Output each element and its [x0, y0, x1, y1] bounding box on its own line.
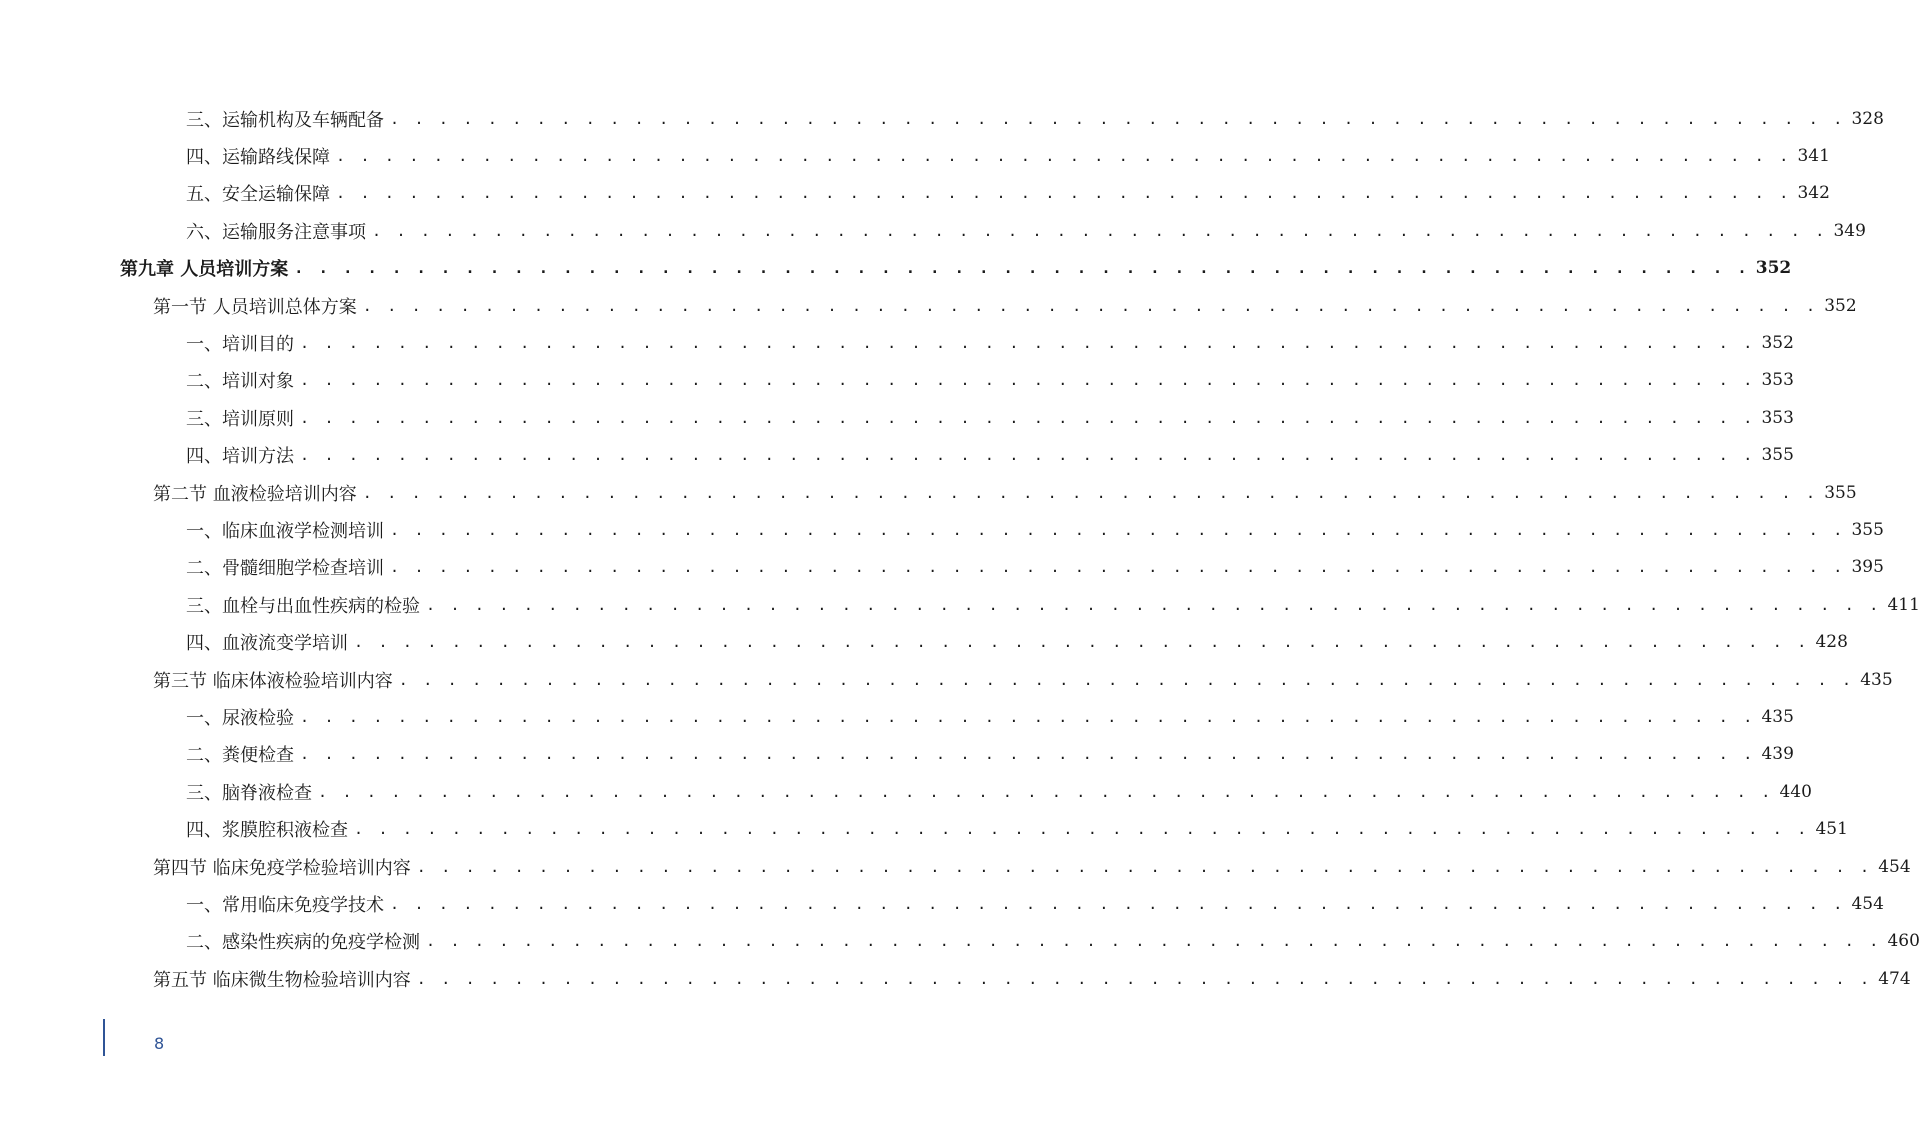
toc-entry-title: 一、培训目的 — [186, 334, 294, 356]
toc-entry-page: 353 — [1761, 370, 1794, 391]
toc-entry-title: 四、血液流变学培训 — [186, 633, 348, 655]
toc-entry-item[interactable] — [0, 324, 1794, 361]
toc-entry-section[interactable] — [0, 848, 1911, 885]
toc-entry-page: 460 — [1887, 931, 1920, 952]
toc-entry-page: 428 — [1815, 632, 1848, 653]
toc-entry-title: 第三节 临床体液检验培训内容 — [153, 670, 393, 692]
toc-entry-title: 四、培训方法 — [186, 446, 294, 468]
dot-leader: . . . . . . . . . . . . . . . . . . . . . . . . . . . . . . . . . . . . . . . . . . . . . . . . . . . . . . . . . . . . — [362, 296, 1819, 315]
toc-entry-page: 342 — [1797, 183, 1830, 204]
dot-leader: . . . . . . . . . . . . . . . . . . . . . . . . . . . . . . . . . . . . . . . . . . . . . . . . . . . . . . . . . . . . — [336, 147, 1792, 166]
dot-leader: . . . . . . . . . . . . . . . . . . . . . . . . . . . . . . . . . . . . . . . . . . . . . . . . . . . . . . . . . . . . — [300, 371, 1756, 390]
toc-entry-title: 第二节 血液检验培训内容 — [153, 483, 357, 505]
toc-entry-title: 三、运输机构及车辆配备 — [186, 109, 384, 131]
toc-entry-item[interactable] — [0, 885, 1884, 922]
toc-entry-page: 435 — [1761, 706, 1794, 727]
dot-leader: . . . . . . . . . . . . . . . . . . . . . . . . . . . . . . . . . . . . . . . . . . . . . . . . . . . . . . . . . . . . — [294, 259, 1750, 278]
toc-entry-title: 第九章 人员培训方案 — [120, 259, 289, 281]
toc-entry-item[interactable] — [0, 399, 1794, 436]
toc-entry-item[interactable] — [0, 511, 1884, 548]
toc-entry-page: 352 — [1755, 258, 1792, 279]
toc-entry-page: 395 — [1851, 557, 1884, 578]
footer-rule — [103, 1019, 105, 1056]
dot-leader: . . . . . . . . . . . . . . . . . . . . . . . . . . . . . . . . . . . . . . . . . . . . . . . . . . . . . . . . . . . . — [336, 184, 1792, 203]
dot-leader: . . . . . . . . . . . . . . . . . . . . . . . . . . . . . . . . . . . . . . . . . . . . . . . . . . . . . . . . . . . . — [300, 408, 1756, 427]
toc-entry-page: 435 — [1860, 669, 1893, 690]
toc-entry-page: 352 — [1824, 295, 1857, 316]
toc-entry-page: 352 — [1761, 333, 1794, 354]
dot-leader: . . . . . . . . . . . . . . . . . . . . . . . . . . . . . . . . . . . . . . . . . . . . . . . . . . . . . . . . . . . . — [390, 894, 1846, 913]
dot-leader: . . . . . . . . . . . . . . . . . . . . . . . . . . . . . . . . . . . . . . . . . . . . . . . . . . . . . . . . . . . . — [390, 558, 1846, 577]
toc-entry-title: 三、培训原则 — [186, 408, 294, 430]
toc-entry-page: 474 — [1878, 968, 1911, 989]
toc-entry-title: 二、感染性疾病的免疫学检测 — [186, 932, 420, 954]
toc-entry-title: 第四节 临床免疫学检验培训内容 — [153, 857, 411, 879]
dot-leader: . . . . . . . . . . . . . . . . . . . . . . . . . . . . . . . . . . . . . . . . . . . . . . . . . . . . . . . . . . . . — [416, 969, 1873, 988]
toc-entry-title: 第一节 人员培训总体方案 — [153, 296, 357, 318]
toc-entry-section[interactable] — [0, 287, 1857, 324]
toc-entry-section[interactable] — [0, 474, 1857, 511]
toc-entry-item[interactable] — [0, 586, 1920, 623]
toc-entry-page: 341 — [1797, 146, 1830, 167]
toc-entry-page: 440 — [1779, 781, 1812, 802]
toc-entry-item[interactable] — [0, 549, 1884, 586]
dot-leader: . . . . . . . . . . . . . . . . . . . . . . . . . . . . . . . . . . . . . . . . . . . . . . . . . . . . . . . . . . . . — [300, 446, 1756, 465]
toc-entry-page: 451 — [1815, 819, 1848, 840]
toc-entry-item[interactable] — [0, 623, 1848, 660]
toc-entry-title: 一、常用临床免疫学技术 — [186, 894, 384, 916]
toc-entry-page: 328 — [1851, 108, 1884, 129]
toc-entry-item[interactable] — [0, 175, 1830, 212]
toc-entry-section[interactable] — [0, 960, 1911, 997]
toc-entry-title: 五、安全运输保障 — [186, 184, 330, 206]
toc-entry-page: 353 — [1761, 407, 1794, 428]
toc-entry-title: 四、运输路线保障 — [186, 147, 330, 169]
toc-entry-page: 355 — [1824, 482, 1857, 503]
dot-leader: . . . . . . . . . . . . . . . . . . . . . . . . . . . . . . . . . . . . . . . . . . . . . . . . . . . . . . . . . . . . — [372, 221, 1828, 240]
toc-entry-chapter[interactable] — [0, 250, 1792, 287]
toc-entry-section[interactable] — [0, 661, 1893, 698]
toc-entry-item[interactable] — [0, 923, 1920, 960]
dot-leader: . . . . . . . . . . . . . . . . . . . . . . . . . . . . . . . . . . . . . . . . . . . . . . . . . . . . . . . . . . . . — [390, 109, 1846, 128]
toc-entry-page: 454 — [1878, 856, 1911, 877]
toc-entry-item[interactable] — [0, 100, 1884, 137]
dot-leader: . . . . . . . . . . . . . . . . . . . . . . . . . . . . . . . . . . . . . . . . . . . . . . . . . . . . . . . . . . . . — [300, 334, 1756, 353]
toc-entry-title: 三、血栓与出血性疾病的检验 — [186, 595, 420, 617]
toc-entry-title: 二、骨髓细胞学检查培训 — [186, 558, 384, 580]
dot-leader: . . . . . . . . . . . . . . . . . . . . . . . . . . . . . . . . . . . . . . . . . . . . . . . . . . . . . . . . . . . . — [300, 745, 1756, 764]
toc-entry-page: 411 — [1887, 594, 1920, 615]
dot-leader: . . . . . . . . . . . . . . . . . . . . . . . . . . . . . . . . . . . . . . . . . . . . . . . . . . . . . . . . . . . . — [416, 857, 1873, 876]
toc-entry-item[interactable] — [0, 362, 1794, 399]
toc-entry-item[interactable] — [0, 773, 1812, 810]
page-number: 8 — [154, 1034, 165, 1053]
toc-entry-item[interactable] — [0, 736, 1794, 773]
dot-leader: . . . . . . . . . . . . . . . . . . . . . . . . . . . . . . . . . . . . . . . . . . . . . . . . . . . . . . . . . . . . — [354, 633, 1810, 652]
toc-entry-title: 二、培训对象 — [186, 371, 294, 393]
toc-entry-title: 四、浆膜腔积液检查 — [186, 820, 348, 842]
dot-leader: . . . . . . . . . . . . . . . . . . . . . . . . . . . . . . . . . . . . . . . . . . . . . . . . . . . . . . . . . . . . — [426, 932, 1882, 951]
dot-leader: . . . . . . . . . . . . . . . . . . . . . . . . . . . . . . . . . . . . . . . . . . . . . . . . . . . . . . . . . . . . — [318, 782, 1774, 801]
toc-entry-page: 355 — [1851, 519, 1884, 540]
dot-leader: . . . . . . . . . . . . . . . . . . . . . . . . . . . . . . . . . . . . . . . . . . . . . . . . . . . . . . . . . . . . — [426, 595, 1882, 614]
toc-entry-item[interactable] — [0, 137, 1830, 174]
dot-leader: . . . . . . . . . . . . . . . . . . . . . . . . . . . . . . . . . . . . . . . . . . . . . . . . . . . . . . . . . . . . — [398, 670, 1855, 689]
toc-entry-title: 六、运输服务注意事项 — [186, 221, 366, 243]
toc-entry-page: 349 — [1833, 220, 1866, 241]
toc-entry-page: 355 — [1761, 445, 1794, 466]
toc-entry-item[interactable] — [0, 437, 1794, 474]
dot-leader: . . . . . . . . . . . . . . . . . . . . . . . . . . . . . . . . . . . . . . . . . . . . . . . . . . . . . . . . . . . . — [300, 707, 1756, 726]
toc-entry-item[interactable] — [0, 698, 1794, 735]
toc-entry-item[interactable] — [0, 212, 1866, 249]
dot-leader: . . . . . . . . . . . . . . . . . . . . . . . . . . . . . . . . . . . . . . . . . . . . . . . . . . . . . . . . . . . . — [354, 820, 1810, 839]
toc-entry-item[interactable] — [0, 810, 1848, 847]
dot-leader: . . . . . . . . . . . . . . . . . . . . . . . . . . . . . . . . . . . . . . . . . . . . . . . . . . . . . . . . . . . . — [362, 483, 1819, 502]
toc-entry-title: 二、粪便检查 — [186, 745, 294, 767]
toc-entry-title: 三、脑脊液检查 — [186, 782, 312, 804]
dot-leader: . . . . . . . . . . . . . . . . . . . . . . . . . . . . . . . . . . . . . . . . . . . . . . . . . . . . . . . . . . . . — [390, 520, 1846, 539]
toc-entry-title: 一、临床血液学检测培训 — [186, 520, 384, 542]
table-of-contents — [0, 100, 1920, 997]
toc-entry-page: 454 — [1851, 893, 1884, 914]
toc-entry-title: 一、尿液检验 — [186, 707, 294, 729]
toc-entry-page: 439 — [1761, 744, 1794, 765]
toc-entry-title: 第五节 临床微生物检验培训内容 — [153, 969, 411, 991]
